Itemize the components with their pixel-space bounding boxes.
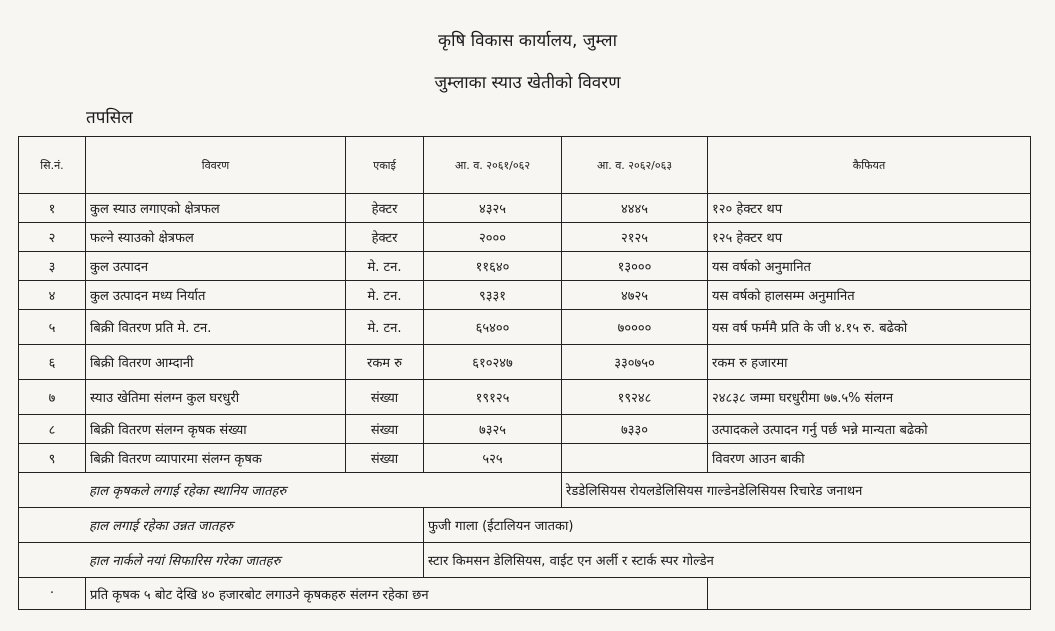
document-subtitle: जुम्लाका स्याउ खेतीको विवरण — [434, 73, 621, 93]
table-row — [19, 252, 1031, 281]
row-sn: ७ — [19, 380, 86, 415]
row-description: बिक्री वितरण आम्दानी — [86, 345, 346, 380]
footer-sn: · — [19, 578, 86, 610]
row-fy2-value: ७०००० — [562, 310, 708, 345]
row-fy1-value: ६५४०० — [424, 310, 562, 345]
col-header-remarks: कैफियत — [708, 137, 1031, 194]
variety-label: हाल नार्कले नयां सिफारिस गरेका जातहरु — [19, 543, 424, 578]
table-row — [19, 223, 1031, 252]
variety-value: फुजी गाला (ईटालियन जातका) — [424, 508, 1031, 543]
row-fy2-value: ३३०७५० — [562, 345, 708, 380]
row-sn: ६ — [19, 345, 86, 380]
row-sn: ८ — [19, 415, 86, 444]
tapsil-label: तपसिल — [86, 108, 133, 128]
row-description: कुल स्याउ लगाएको क्षेत्रफल — [86, 194, 346, 223]
row-remark: यस वर्ष फर्ममै प्रति के जी ४.१५ रु. बढेको — [708, 310, 1031, 345]
row-remark: रकम रु हजारमा — [708, 345, 1031, 380]
row-remark: १२५ हेक्टर थप — [708, 223, 1031, 252]
row-remark: उत्पादकले उत्पादन गर्नु पर्छ भन्ने मान्यता बढेको — [708, 415, 1031, 444]
footer-empty-cell — [708, 578, 1031, 610]
variety-row — [19, 508, 1031, 543]
row-sn: ३ — [19, 252, 86, 281]
row-description: स्याउ खेतिमा संलग्न कुल घरधुरी — [86, 380, 346, 415]
row-description: फल्ने स्याउको क्षेत्रफल — [86, 223, 346, 252]
row-unit: मे. टन. — [346, 252, 424, 281]
row-fy1-value: ९३३१ — [424, 281, 562, 310]
col-header-unit: एकाई — [346, 137, 424, 194]
variety-label: हाल कृषकले लगाई रहेका स्थानिय जातहरु — [19, 473, 562, 508]
variety-value: स्टार किमसन डेलिसियस, वाईट एन अर्ली र स्टार्क स्पर गोल्डेन — [424, 543, 1031, 578]
footer-text: प्रति कृषक ५ बोट देखि ४० हजारबोट लगाउने कृषकहरु संलग्न रहेका छन — [86, 578, 708, 610]
row-remark: यस वर्षको हालसम्म अनुमानित — [708, 281, 1031, 310]
row-unit: मे. टन. — [346, 281, 424, 310]
table-row — [19, 345, 1031, 380]
variety-row — [19, 473, 1031, 508]
row-fy1-value: ७३२५ — [424, 415, 562, 444]
row-fy2-value: ७३३० — [562, 415, 708, 444]
row-unit: संख्या — [346, 444, 424, 473]
row-fy2-value: ४७२५ — [562, 281, 708, 310]
row-unit: संख्या — [346, 415, 424, 444]
row-fy1-value: २००० — [424, 223, 562, 252]
table-row — [19, 444, 1031, 473]
row-fy2-value: १९२४८ — [562, 380, 708, 415]
variety-label: हाल लगाई रहेका उन्नत जातहरु — [19, 508, 424, 543]
apple-farming-table — [18, 136, 1031, 610]
table-row — [19, 310, 1031, 345]
col-header-description: विवरण — [86, 137, 346, 194]
row-fy1-value: ५२५ — [424, 444, 562, 473]
table-row — [19, 281, 1031, 310]
row-remark: २४८३८ जम्मा घरधुरीमा ७७.५% संलग्न — [708, 380, 1031, 415]
row-unit: रकम रु — [346, 345, 424, 380]
table-row — [19, 415, 1031, 444]
row-remark: १२० हेक्टर थप — [708, 194, 1031, 223]
row-description: बिक्री वितरण व्यापारमा संलग्न कृषक — [86, 444, 346, 473]
row-remark: यस वर्षको अनुमानित — [708, 252, 1031, 281]
row-fy1-value: ४३२५ — [424, 194, 562, 223]
row-unit: हेक्टर — [346, 223, 424, 252]
row-description: बिक्री वितरण संलग्न कृषक संख्या — [86, 415, 346, 444]
row-unit: हेक्टर — [346, 194, 424, 223]
row-unit: मे. टन. — [346, 310, 424, 345]
row-unit: संख्या — [346, 380, 424, 415]
row-description: कुल उत्पादन मध्य निर्यात — [86, 281, 346, 310]
office-title: कृषि विकास कार्यालय, जुम्ला — [438, 31, 617, 51]
row-fy2-value: २१२५ — [562, 223, 708, 252]
row-description: कुल उत्पादन — [86, 252, 346, 281]
row-fy2-value: १३००० — [562, 252, 708, 281]
footer-row — [19, 578, 1031, 610]
row-fy2-value — [562, 444, 708, 473]
row-fy2-value: ४४४५ — [562, 194, 708, 223]
row-sn: ९ — [19, 444, 86, 473]
row-fy1-value: १९१२५ — [424, 380, 562, 415]
variety-row — [19, 543, 1031, 578]
row-sn: २ — [19, 223, 86, 252]
row-fy1-value: ११६४० — [424, 252, 562, 281]
col-header-sn: सि.नं. — [19, 137, 86, 194]
row-description: बिक्री वितरण प्रति मे. टन. — [86, 310, 346, 345]
row-sn: १ — [19, 194, 86, 223]
col-header-fy-2062-063: आ. व. २०६२/०६३ — [562, 137, 708, 194]
row-remark: विवरण आउन बाकी — [708, 444, 1031, 473]
col-header-fy-2061-062: आ. व. २०६१/०६२ — [424, 137, 562, 194]
row-fy1-value: ६१०२४७ — [424, 345, 562, 380]
table-row — [19, 194, 1031, 223]
table-row — [19, 380, 1031, 415]
row-sn: ४ — [19, 281, 86, 310]
variety-value: रेडडेलिसियस रोयलडेलिसियस गाल्डेनडेलिसियस रिचारेड जनाथन — [562, 473, 1031, 508]
row-sn: ५ — [19, 310, 86, 345]
